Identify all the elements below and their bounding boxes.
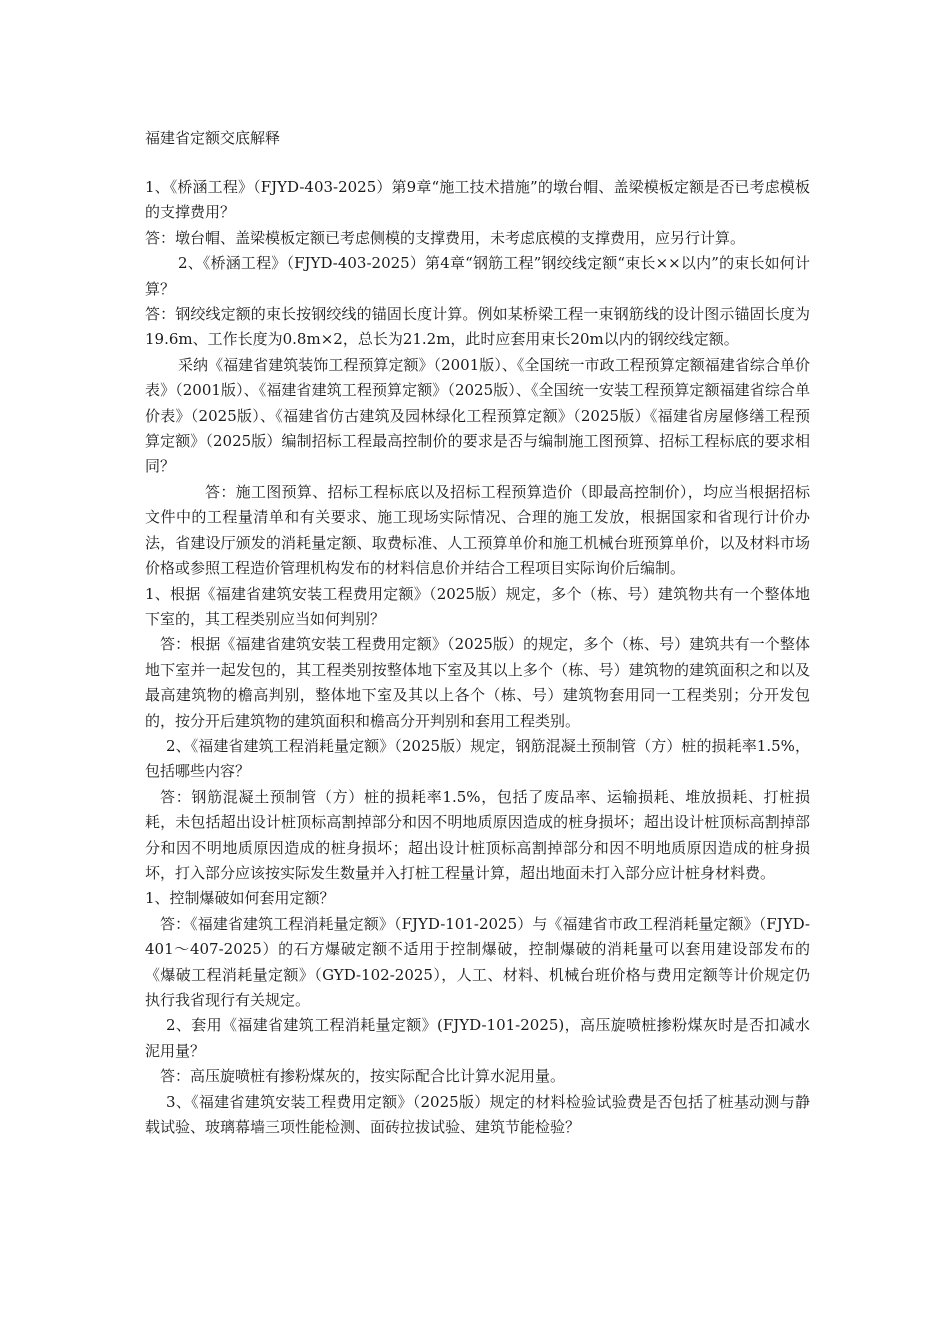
- answer-paragraph: 答：《福建省建筑工程消耗量定额》（FJYD-101-2025）与《福建省市政工程消耗量定额》（FJYD-401～407-2025）的石方爆破定额不适用于控制爆破，控制爆破的消耗量可以套用建设部发布的《爆破工程消耗量定额》（GYD-102-2025），人工、材料、机械台班价格与费用定额等计价规定仍执行我省现行有关规定。: [145, 914, 810, 1009]
- answer-paragraph: 答：高压旋喷桩有掺粉煤灰的，按实际配合比计算水泥用量。: [160, 1067, 566, 1086]
- answer-paragraph: 答：施工图预算、招标工程标底以及招标工程预算造价（即最高控制价），均应当根据招标文件中的工程量清单和有关要求、施工现场实际情况、合理的施工发放，根据国家和省现行计价办法，省建设厅颁发的消耗量定额、取费标准、人工预算单价和施工机械台班预算单价，以及材料市场价格或参照工程造价管理机构发布的材料信息价并结合工程项目实际询价后编制。: [145, 482, 810, 578]
- question-paragraph: 3、《福建省建筑安装工程费用定额》（2025版）规定的材料检验试验费是否包括了桩基动测与静载试验、玻璃幕墙三项性能检测、面砖拉拔试验、建筑节能检验？: [145, 1092, 810, 1137]
- question-paragraph: 2、《桥涵工程》（FJYD-403-2025）第4章“钢筋工程”钢绞线定额“束长××以内”的束长如何计算？: [145, 254, 810, 298]
- answer-paragraph: 答：墩台帽、盖梁模板定额已考虑侧模的支撑费用，未考虑底模的支撑费用，应另行计算。: [145, 228, 746, 247]
- answer-paragraph: 答：根据《福建省建筑安装工程费用定额》（2025版）的规定，多个（栋、号）建筑共有一个整体地下室并一起发包的，其工程类别按整体地下室及其以上多个（栋、号）建筑物的建筑面积之和以及最高建筑物的檐高判别，整体地下室及其以上各个（栋、号）建筑物套用同一工程类别；分开发包的，按分开后建筑物的建筑面积和檐高分开判别和套用工程类别。: [145, 635, 810, 730]
- question-paragraph: 1、控制爆破如何套用定额？: [145, 889, 335, 908]
- question-paragraph: 2、套用《福建省建筑工程消耗量定额》(FJYD-101-2025)，高压旋喷桩掺粉煤灰时是否扣减水泥用量？: [145, 1016, 810, 1060]
- question-paragraph: 2、《福建省建筑工程消耗量定额》（2025版）规定，钢筋混凝土预制管（方）桩的损耗率1.5%，包括哪些内容？: [145, 736, 810, 781]
- document-title: 福建省定额交底解释: [145, 129, 281, 147]
- question-paragraph: 采纳《福建省建筑装饰工程预算定额》（2001版）、《全国统一市政工程预算定额福建省综合单价表》（2001版）、《福建省建筑工程预算定额》（2025版）、《全国统一安装工程预算定额福建省综合单价表》（2025版）、《福建省仿古建筑及园林绿化工程预算定额》（2025版）《福建省房屋修缮工程预算定额》（2025版）编制招标工程最高控制价的要求是否与编制施工图预算、招标工程标底的要求相同？: [145, 355, 810, 476]
- document-body: [145, 175, 810, 1140]
- answer-paragraph: 答：钢筋混凝土预制管（方）桩的损耗率1.5%，包括了废品率、运输损耗、堆放损耗、打桩损耗，未包括超出设计桩顶标高割掉部分和因不明地质原因造成的桩身损坏；超出设计桩顶标高割掉部分和因不明地质原因造成的桩身损坏；超出设计桩顶标高割掉部分和因不明地质原因造成的桩身损坏，打入部分应该按实际发生数量并入打桩工程量计算，超出地面未打入部分应计桩身材料费。: [145, 787, 810, 882]
- question-paragraph: 1、根据《福建省建筑安装工程费用定额》（2025版）规定，多个（栋、号）建筑物共有一个整体地下室的，其工程类别应当如何判别？: [145, 584, 810, 628]
- question-paragraph: 1、《桥涵工程》（FJYD-403-2025）第9章“施工技术措施”的墩台帽、盖梁模板定额是否已考虑模板的支撑费用？: [145, 178, 810, 222]
- answer-paragraph: 答：钢绞线定额的束长按钢绞线的锚固长度计算。例如某桥梁工程一束钢筋线的设计图示锚固长度为19.6m、工作长度为0.8m×2，总长为21.2m，此时应套用束长20m以内的钢绞线定额。: [145, 305, 810, 349]
